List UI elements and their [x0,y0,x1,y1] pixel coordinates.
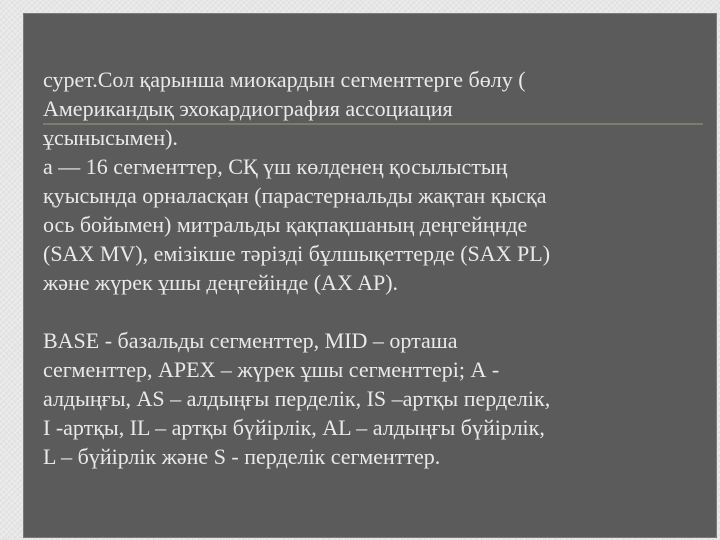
slide-body-text [43,65,703,471]
text-line: қуысында орналасқан (парастернальды жақтан қысқа [43,183,547,208]
title-divider [43,123,703,125]
text-line: және жүрек ұшы деңгейінде (AX AP). [43,270,399,295]
slide-panel [23,13,717,538]
text-line: ұсынысымен). [43,125,178,150]
text-line: L – бүйірлік және S - перделік сегменттер. [43,444,441,469]
text-line: I -артқы, IL – артқы бүйірлік, AL – алдыңғы бүйірлік, [43,415,545,440]
text-line: сурет.Сол қарынша миокардын сегменттерге бөлу ( [43,67,526,92]
text-line: алдыңғы, AS – алдыңғы перделік, IS –артқы перделік, [43,386,551,411]
text-line: ось бойымен) митральды қақпақшаның деңгейңнде [43,212,528,237]
caption-paragraph [43,65,703,297]
text-line: BASE - базальды сегменттер, MID – орташа [43,328,458,353]
text-line: а — 16 сегменттер, СҚ үш көлденең қосылыстың [43,154,508,179]
paragraph-spacer [43,297,703,326]
text-line: сегменттер, APEX – жүрек ұшы сегменттері; А - [43,357,500,382]
abbreviations-paragraph [43,326,703,471]
text-line: Американдық эхокардиография ассоциация [43,96,453,121]
text-line: (SAX MV), емізікше тәрізді бұлшықеттерде (SAX PL) [43,241,551,266]
